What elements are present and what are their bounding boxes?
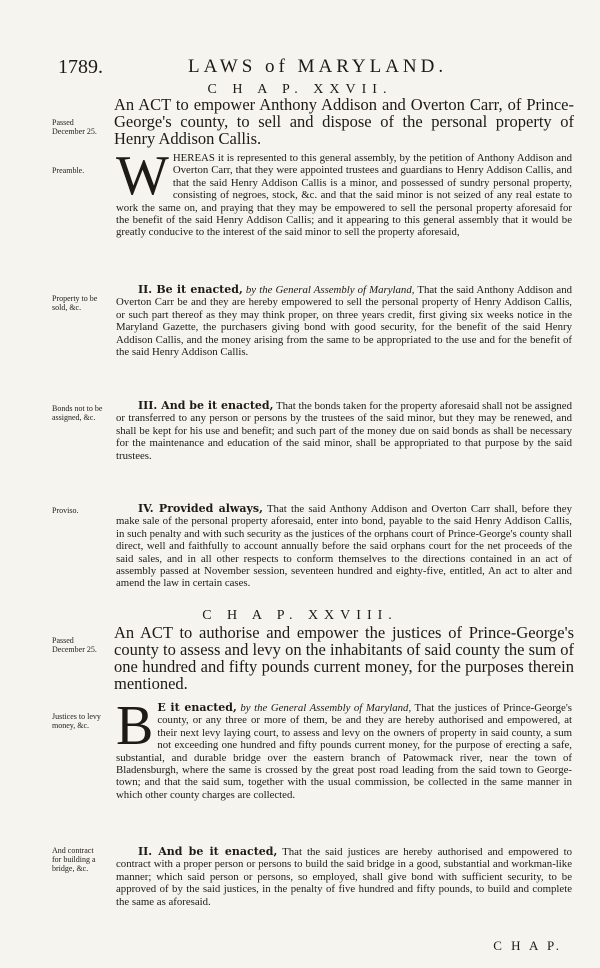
chapter-28-passed-note: Passed December 25.: [52, 636, 97, 654]
chapter-27-title: An ACT to empower Anthony Addison and Overton Carr, of Prince-George's county, to sell and dispose of the personal property of Henry Addison Callis.: [114, 95, 574, 148]
section-dropcap: B: [116, 695, 154, 757]
chapter-27-section-3: [116, 400, 572, 462]
section-enacting-clause: by the General Assembly of Maryland,: [240, 702, 412, 714]
preamble-dropcap: W: [116, 145, 169, 207]
chapter-27-heading: C H A P. XXVII.: [207, 82, 393, 97]
chapter-28-section-1: [116, 695, 572, 801]
section-lead: III. And be it enacted,: [138, 399, 274, 412]
page-header: [58, 56, 578, 80]
chapter-27-section-2-note: Property to be sold, &c.: [52, 294, 98, 312]
preamble-text: HEREAS it is represented to this general assembly, by the petition of Anthony Addison and Overton Carr, that they were appointed trustees and guardians to Henry Addison Callis, and that the said Henry Addison Callis is a minor, and possessed of sundry personal property, consisting of negroes, stock, &c. and that the said minor is not seized of any real estate to work the same on, and praying that they may be empowered to sell the personal property aforesaid for the benefit of the said Henry Addison Callis; and it appearing to this general assembly that it would be greatly conducive to the interest of the said minor to sell the property aforesaid,: [116, 152, 572, 239]
section-lead: IV. Provided always,: [138, 502, 263, 515]
chapter-28-section-2-note: And contract for building a bridge, &c.: [52, 846, 96, 873]
chapter-27-section-4: [116, 503, 572, 590]
page-year: 1789.: [58, 56, 103, 78]
section-lead: II. And be it enacted,: [138, 845, 278, 858]
section-lead: E it enacted,: [157, 701, 237, 714]
chapter-27-section-2: [116, 284, 572, 358]
section-text: That the said Anthony Addison and Overton Carr shall, before they make sale of the personal property aforesaid, enter into bond, payable to the said Henry Addison Callis, in such penalty and with such security as the justices of the orphans court of Prince-George's county shall direct, well and faithfully to account annually before the said orphans court for the net proceeds of the said sales, and in all other respects to conform themselves to the directions contained in an act of assembly passed at November session, seventeen hundred and eighty-five, entitled, An act to alter and amend the law in certain cases.: [116, 503, 572, 590]
chapter-28-section-1-note: Justices to levy money, &c.: [52, 712, 101, 730]
chapter-27-section-3-note: Bonds not to be assigned, &c.: [52, 404, 103, 422]
chapter-28-heading: C H A P. XXVIII.: [202, 608, 398, 623]
chapter-27-passed-note: Passed December 25.: [52, 118, 97, 136]
section-text: That the said Anthony Addison and Overton Carr be and they are hereby empowered to sell the personal property of Henry Addison Callis, or such part thereof as they may think proper, on three years credit, first giving six weeks notice in the Maryland Gazette, the purchasers giving bond with good security, for the benefit of the said Henry Addison Callis, and the money arising from the same to be appropriated to the use and for the benefit of the said Henry Addison Callis.: [116, 284, 572, 359]
running-head: LAWS of MARYLAND.: [188, 56, 448, 77]
chapter-27-preamble: [116, 145, 572, 239]
chapter-28-title: An ACT to authorise and empower the justices of Prince-George's county to assess and levy on the inhabitants of said county the sum of one hundred and fifty pounds current money, for the purposes therein mentioned.: [114, 623, 574, 693]
chapter-27-preamble-note: Preamble.: [52, 166, 85, 175]
section-text: That the justices of Prince-George's county, or any three or more of them, be and they are hereby authorised and empowered, at their next levy laying court, to assess and levy on the owners of property in said county, a sum not exceeding one hundred and fifty pounds current money, for the purpose of erecting a safe, substantial, and durable bridge over the eastern branch of Patowmack river, near the town of Bladensburgh, where the same is crossed by the great post road leading from the said town to George-town; and that the said sum, together with the usual commission, be collected in the same manner in which other county charges are collected.: [116, 702, 572, 801]
catchword: C H A P.: [493, 938, 562, 953]
chapter-27-section-4-note: Proviso.: [52, 506, 79, 515]
section-text: That the bonds taken for the property aforesaid shall not be assigned or transferred to any person or persons by the trustees of the said minor, but they may be renewed, and shall be kept for his use and benefit; and such part of the money due on said bonds as shall be necessary for the maintenance and education of the said minor, shall be appropriated to that purpose by the said trustees.: [116, 400, 572, 462]
chapter-28-section-2: [116, 846, 572, 908]
section-text: That the said justices are hereby authorised and empowered to contract with a proper person or persons to build the said bridge in a good, substantial and workman-like manner; which said person or persons, so employed, shall give bond with sufficient security, to be approved of by the said justices, in the penalty of five hundred and fifty pounds, to build and complete the same as aforesaid.: [116, 846, 572, 908]
section-enacting-clause: by the General Assembly of Maryland,: [245, 284, 415, 296]
section-lead: II. Be it enacted,: [138, 283, 243, 296]
